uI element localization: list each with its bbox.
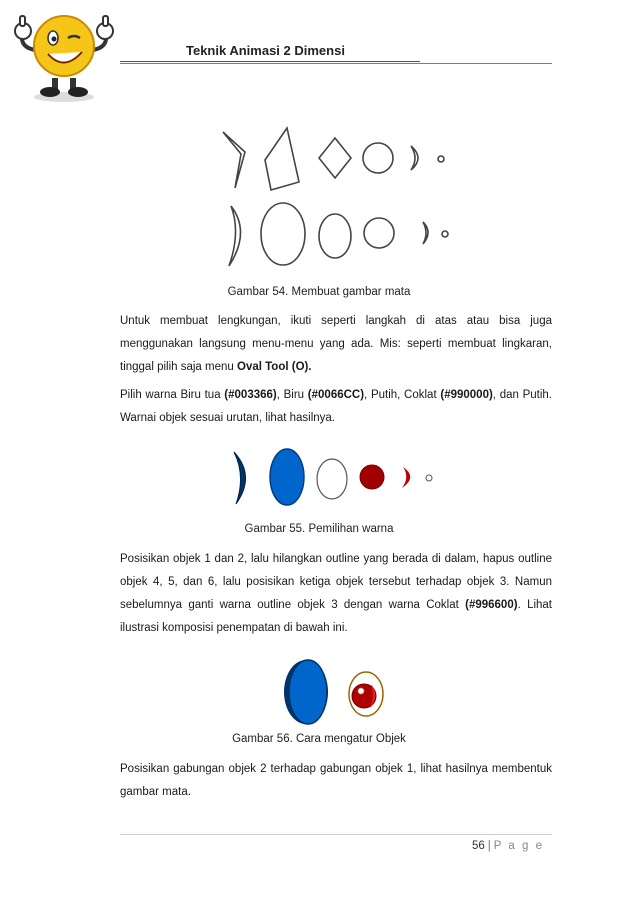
smiley-thumbs-up-icon (8, 4, 120, 104)
paragraph-4: Posisikan gabungan objek 2 terhadap gabungan objek 1, lihat hasilnya membentuk gambar mata. (120, 763, 552, 798)
tiny-circle-shape (442, 231, 448, 237)
white-tiny-circle (426, 475, 432, 481)
red-small-crescent (402, 467, 410, 488)
dark-blue-crescent (234, 452, 246, 504)
blue-front-oval (289, 660, 327, 724)
page-label: P a g e (493, 840, 544, 852)
page-number: 56 (471, 840, 485, 852)
medium-circle-shape (364, 218, 394, 248)
figure-55-colored-shapes (228, 446, 438, 508)
large-crescent-shape (229, 206, 241, 266)
blue-oval (270, 449, 304, 505)
figure-54-caption: Gambar 54. Membuat gambar mata (227, 286, 411, 298)
footer-separator: | (487, 840, 491, 852)
crescent-shape (411, 146, 418, 170)
boomerang-shape (223, 132, 245, 188)
footer-divider (120, 834, 552, 835)
medium-oval-shape (319, 214, 351, 258)
page-footer (472, 840, 544, 852)
figure-56-caption: Gambar 56. Cara mengatur Objek (232, 733, 406, 745)
header-accent-divider (120, 63, 552, 64)
small-crescent-shape (423, 222, 428, 244)
paragraph-3: Posisikan objek 1 dan 2, lalu hilangkan outline yang berada di dalam, hapus outline objek 4, 5, dan 6, lalu posisikan ketiga objek tersebut terhadap objek 3. Namun sebelumnya ganti warna outline objek 3 dengan warna Coklat (#996600). Lihat ilustrasi komposisi penempatan di bawah ini. (120, 553, 553, 634)
diamond-shape (319, 138, 351, 178)
small-circle-shape (438, 156, 444, 162)
figure-56-arranged-objects (278, 654, 398, 730)
paragraph-1: Untuk membuat lengkungan, ikuti seperti langkah di atas atau bisa juga menggunakan langsung menu-menu yang ada. Mis: seperti membuat lingkaran, tinggal pilih saja menu Oval Tool (O). (120, 315, 552, 373)
figure-55-caption: Gambar 55. Pemilihan warna (244, 523, 394, 535)
paragraph-2: Pilih warna Biru tua (#003366), Biru (#0066CC), Putih, Coklat (#990000), dan Putih. Warnai objek sesuai urutan, lihat hasilnya. (120, 389, 552, 424)
header-divider (120, 61, 420, 62)
white-oval (317, 459, 347, 499)
brown-red-circle (360, 465, 384, 489)
figure-54-shapes (215, 120, 455, 270)
page-header-title: Teknik Animasi 2 Dimensi (186, 43, 345, 58)
circle-shape (363, 143, 393, 173)
eye-sparkle-circle (358, 688, 364, 694)
quad-shape (265, 128, 299, 190)
oval-shape (261, 203, 305, 265)
